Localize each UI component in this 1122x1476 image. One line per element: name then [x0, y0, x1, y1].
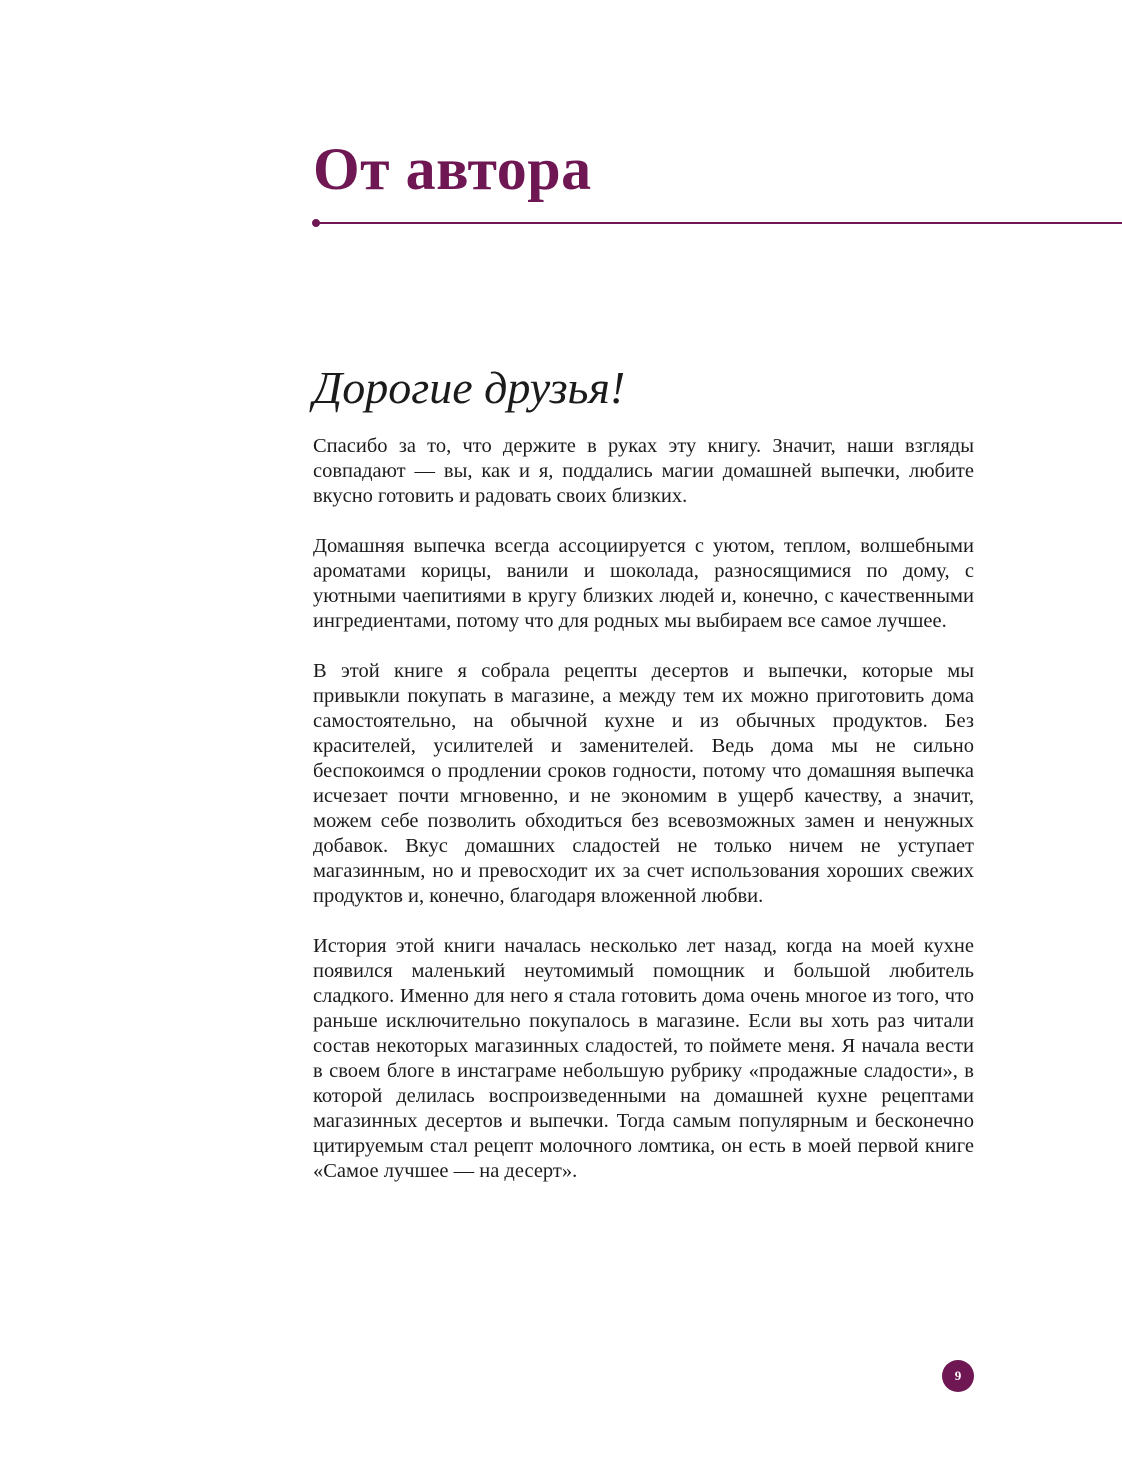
page-number-badge: 9 — [942, 1360, 974, 1392]
paragraph-book-recipes: В этой книге я собрала рецепты десертов и выпечки, которые мы привыкли покупать в магазине, а между тем их можно приготовить дома самостоятельно, на обычной кухне и из обычных продуктов. Без красителей, усилителей и заменителей. Ведь дома мы не сильно беспокоимся о продлении сроков годности, потому что домашняя выпечка исчезает почти мгновенно, и не экономим в ущерб качеству, а значит, можем себе позволить обходиться без всевозможных замен и ненужных добавок. Вкус домашних сладостей не только ничем не уступает магазинным, но и превосходит их за счет использования хороших свежих продуктов и, конечно, благодаря вложенной любви. — [313, 660, 974, 907]
paragraph-home-baking: Домашняя выпечка всегда ассоциируется с уютом, теплом, волшебными ароматами корицы, ванили и шоколада, разносящимися по дому, с уютными чаепитиями в кругу близких людей и, конечно, с качественными ингредиентами, потому что для родных мы выбираем все самое лучшее. — [313, 535, 974, 632]
paragraph-thanks: Спасибо за то, что держите в руках эту книгу. Значит, наши взгляды совпадают — вы, как и я, поддались магии домашней выпечки, любите вкусно готовить и радовать своих близких. — [313, 435, 974, 507]
paragraph-book-history: История этой книги началась несколько лет назад, когда на моей кухне появился маленький неутомимый помощник и большой любитель сладкого. Именно для него я стала готовить дома очень многое из того, что раньше исключительно покупалось в магазине. Если вы хоть раз читали состав некоторых магазинных сладостей, то поймете меня. Я начала вести в своем блоге в инстаграме небольшую рубрику «продажные сладости», в которой делилась воспроизведенными на домашней кухне рецептами магазинных десертов и выпечки. Тогда самым популярным и бесконечно цитируемым стал рецепт молочного ломтика, он есть в моей первой книге «Самое лучшее — на десерт». — [313, 935, 974, 1182]
title-rule — [316, 222, 1122, 224]
page-title: От автора — [313, 136, 592, 202]
body-text — [313, 434, 974, 1209]
greeting-heading: Дорогие друзья! — [313, 362, 626, 413]
